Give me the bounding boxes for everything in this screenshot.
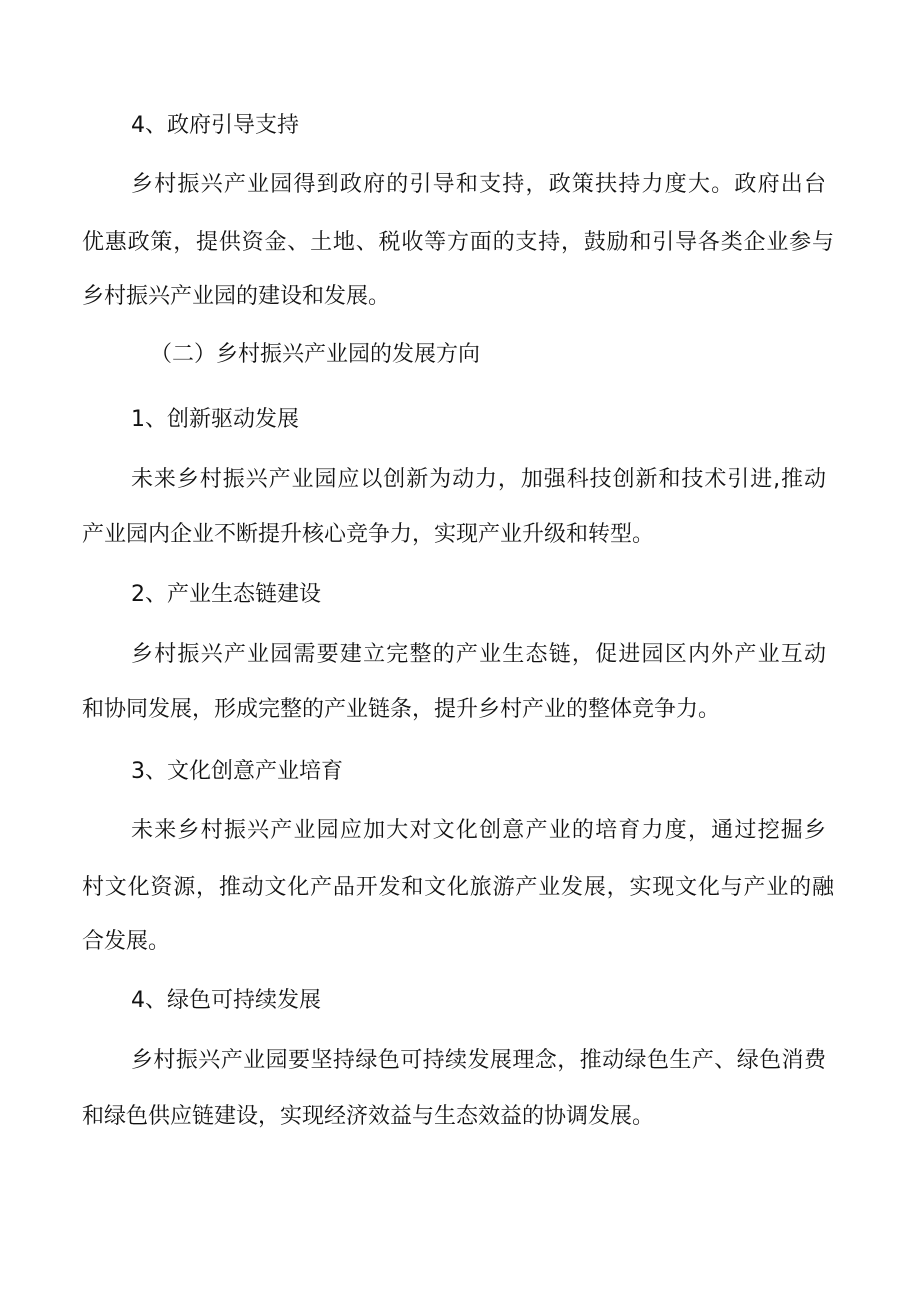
paragraph-line: 合发展。 — [82, 929, 171, 954]
paragraph-line: 乡村振兴产业园需要建立完整的产业生态链，促进园区内外产业互动 — [131, 642, 826, 667]
heading-ecology: 2、产业生态链建设 — [131, 582, 321, 607]
section-heading: （二）乡村振兴产业园的发展方向 — [150, 342, 481, 367]
heading-government-support: 4、政府引导支持 — [131, 113, 299, 138]
paragraph-line: 乡村振兴产业园要坚持绿色可持续发展理念，推动绿色生产、绿色消费 — [131, 1048, 826, 1073]
heading-green: 4、绿色可持续发展 — [131, 988, 321, 1013]
paragraph-line: 乡村振兴产业园得到政府的引导和支持，政策扶持力度大。政府出台 — [131, 172, 826, 197]
heading-culture: 3、文化创意产业培育 — [131, 759, 343, 784]
paragraph-line: 优惠政策，提供资金、土地、税收等方面的支持，鼓励和引导各类企业参与 — [82, 230, 834, 255]
paragraph-line: 未来乡村振兴产业园应以创新为动力，加强科技创新和技术引进,推动 — [131, 467, 826, 492]
paragraph-line: 产业园内企业不断提升核心竞争力，实现产业升级和转型。 — [82, 522, 655, 547]
heading-innovation: 1、创新驱动发展 — [131, 407, 299, 432]
paragraph-line: 和绿色供应链建设，实现经济效益与生态效益的协调发展。 — [82, 1104, 655, 1129]
paragraph-line: 未来乡村振兴产业园应加大对文化创意产业的培育力度，通过挖掘乡 — [131, 818, 826, 843]
paragraph-line: 村文化资源，推动文化产品开发和文化旅游产业发展，实现文化与产业的融 — [82, 875, 834, 900]
paragraph-line: 和协同发展，形成完整的产业链条，提升乡村产业的整体竞争力。 — [82, 697, 721, 722]
paragraph-line: 乡村振兴产业园的建设和发展。 — [82, 284, 391, 309]
